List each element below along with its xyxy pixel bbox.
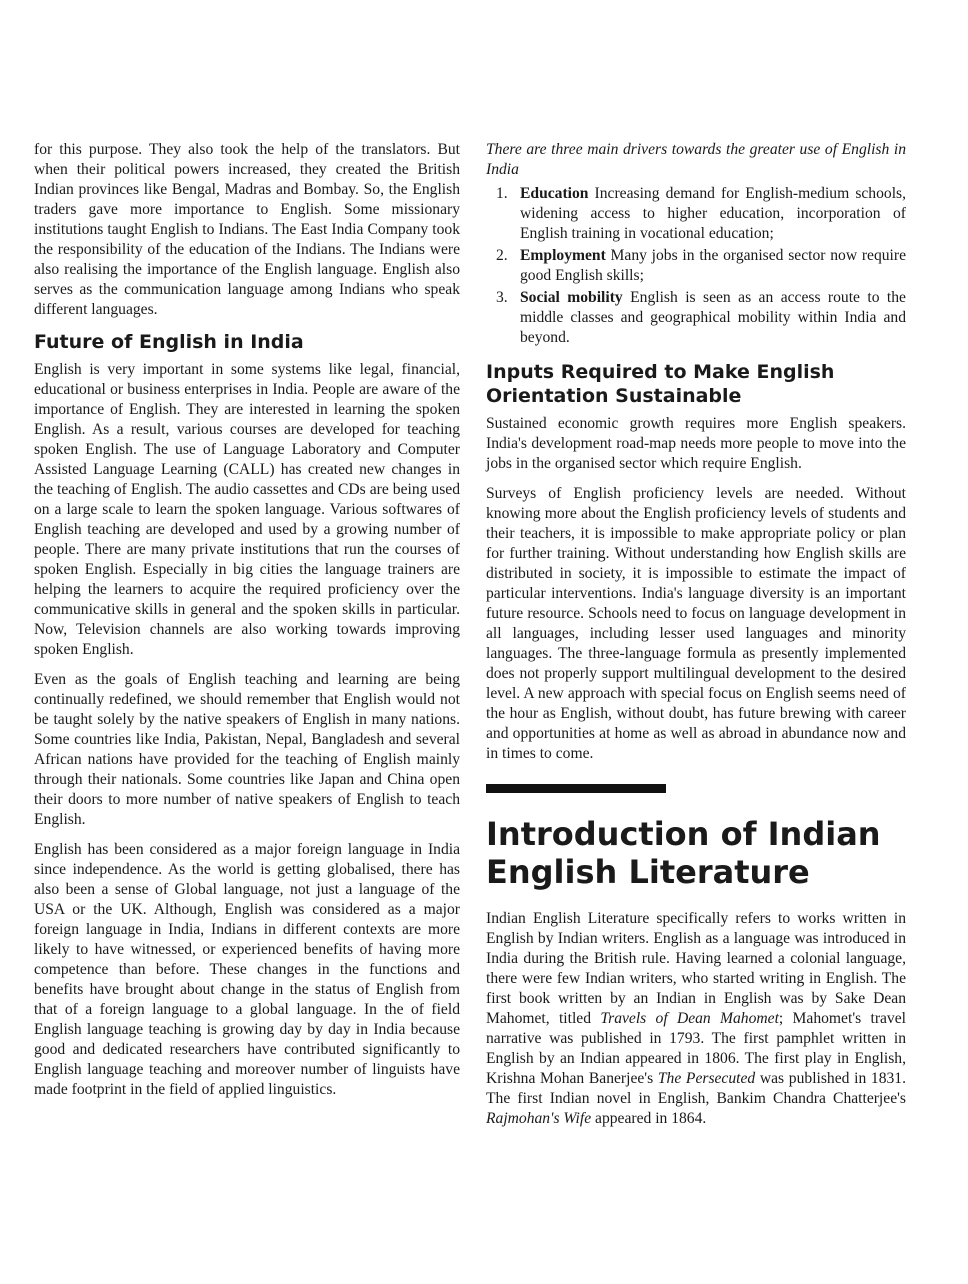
paragraph-history: for this purpose. They also took the help of the translators. But when their political powers increased, they created the British Indian provinces like Bengal, Madras and Bombay. So, the English traders gave more importance to English. Some missionary institutions taught English to Indians. The East India Company took the responsibility of the education of the Indians. The Indians were also realising the importance of the English language. English also serves as the communication language among Indians who speak different languages. <box>34 141 460 318</box>
paragraph-growth: Sustained economic growth requires more English speakers. India's development road-map needs more people to move into the jobs in the organised sector which require English. <box>486 415 906 472</box>
paragraph-foreign-language: English has been considered as a major foreign language in India since independence. As the world is getting globalised, there has also been a sense of Global language, not just a language of the USA or the UK. Although, English was considered as a major foreign language in India, Indians in different contexts are more likely to have witnessed, or experienced benefits of having more competence than before. These changes in the functions and benefits have brought about change in the status of English from that of a foreign language to a global language. In the of field English language teaching is growing day by day in India because good and dedicated researchers have contributed significantly to English language teaching and moreover number of linguists have made footprint in the field of applied linguistics. <box>34 841 460 1098</box>
drivers-list <box>486 184 906 348</box>
heading-inputs-required: Inputs Required to Make English Orientation Sustainable <box>486 361 835 407</box>
paragraph-literature: Indian English Literature specifically refers to works written in English by Indian writers. English as a language was introduced in India during the British rule. Having learned a colonial language, there were few Indian writers, who started writing in English. The first book written by an Indian in English was by Sake Dean Mahomet, titled Travels of Dean Mahomet; Mahomet's travel narrative was published in 1793. The first pamphlet written in English by an Indian appeared in 1806. The first play in English, Krishna Mohan Banerjee's The Persecuted was published in 1831. The first Indian novel in English, Bankim Chandra Chatterjee's Rajmohan's Wife appeared in 1864. <box>486 910 907 1127</box>
paragraph-importance: English is very important in some systems like legal, financial, educational or business enterprises in India. People are aware of the importance of English. They are interested in learning the spoken English. As a result, various courses are developed for teaching spoken English. The use of Language Laboratory and Computer Assisted Language Learning (CALL) has created new changes in the teaching of English. The audio cassettes and CDs are being used on a large scale to learn the spoken language. Various softwares of English teaching are developed and used by a growing number of people. There are many private institutions that run the courses of spoken English. Especially in big cities the language trainers are helping the learners to acquire the required proficiency over the communicative skills in general and the spoken skills in particular. Now, Television channels are also working towards improving spoken English. <box>34 361 460 658</box>
heading-introduction-literature: Introduction of Indian English Literature <box>486 815 881 891</box>
section-divider-bar <box>486 784 666 793</box>
paragraph-goals: Even as the goals of English teaching and learning are being continually redefined, we should remember that English would not be taught solely by the native speakers of English in many nations. Some countries like India, Pakistan, Nepal, Bangladesh and several African nations have provided for the teaching of English mainly through their nationals. Some countries like Japan and China open their doors to more number of native speakers of English to teach English. <box>34 671 460 828</box>
left-column <box>34 140 460 1110</box>
list-item: 3. Social mobility English is seen as an access route to the middle classes and geographical mobility within India and beyond. <box>496 289 906 346</box>
right-column <box>486 140 906 1139</box>
list-item: 2. Employment Many jobs in the organised sector now require good English skills; <box>496 247 906 284</box>
drivers-intro: There are three main drivers towards the greater use of English in India <box>486 141 906 178</box>
paragraph-surveys: Surveys of English proficiency levels are needed. Without knowing more about the English proficiency levels of students and their teachers, it is impossible to make appropriate policy or plan for further training. Without understanding how English skills are distributed in society, it is impossible to estimate the impact of particular interventions. India's language diversity is an important future resource. Schools need to focus on language development in all languages, including lesser used languages and minority languages. The three-language formula as presently implemented does not properly support multilingual development to the desired level. A new approach with special focus on English seems need of the hour as English, without doubt, has future brewing with career and opportunities at home as well as abroad in abundance now and in times to come. <box>486 485 906 762</box>
heading-future-of-english: Future of English in India <box>34 331 304 353</box>
list-item: 1. Education Increasing demand for English-medium schools, widening access to higher education, incorporation of English training in vocational education; <box>496 185 906 242</box>
